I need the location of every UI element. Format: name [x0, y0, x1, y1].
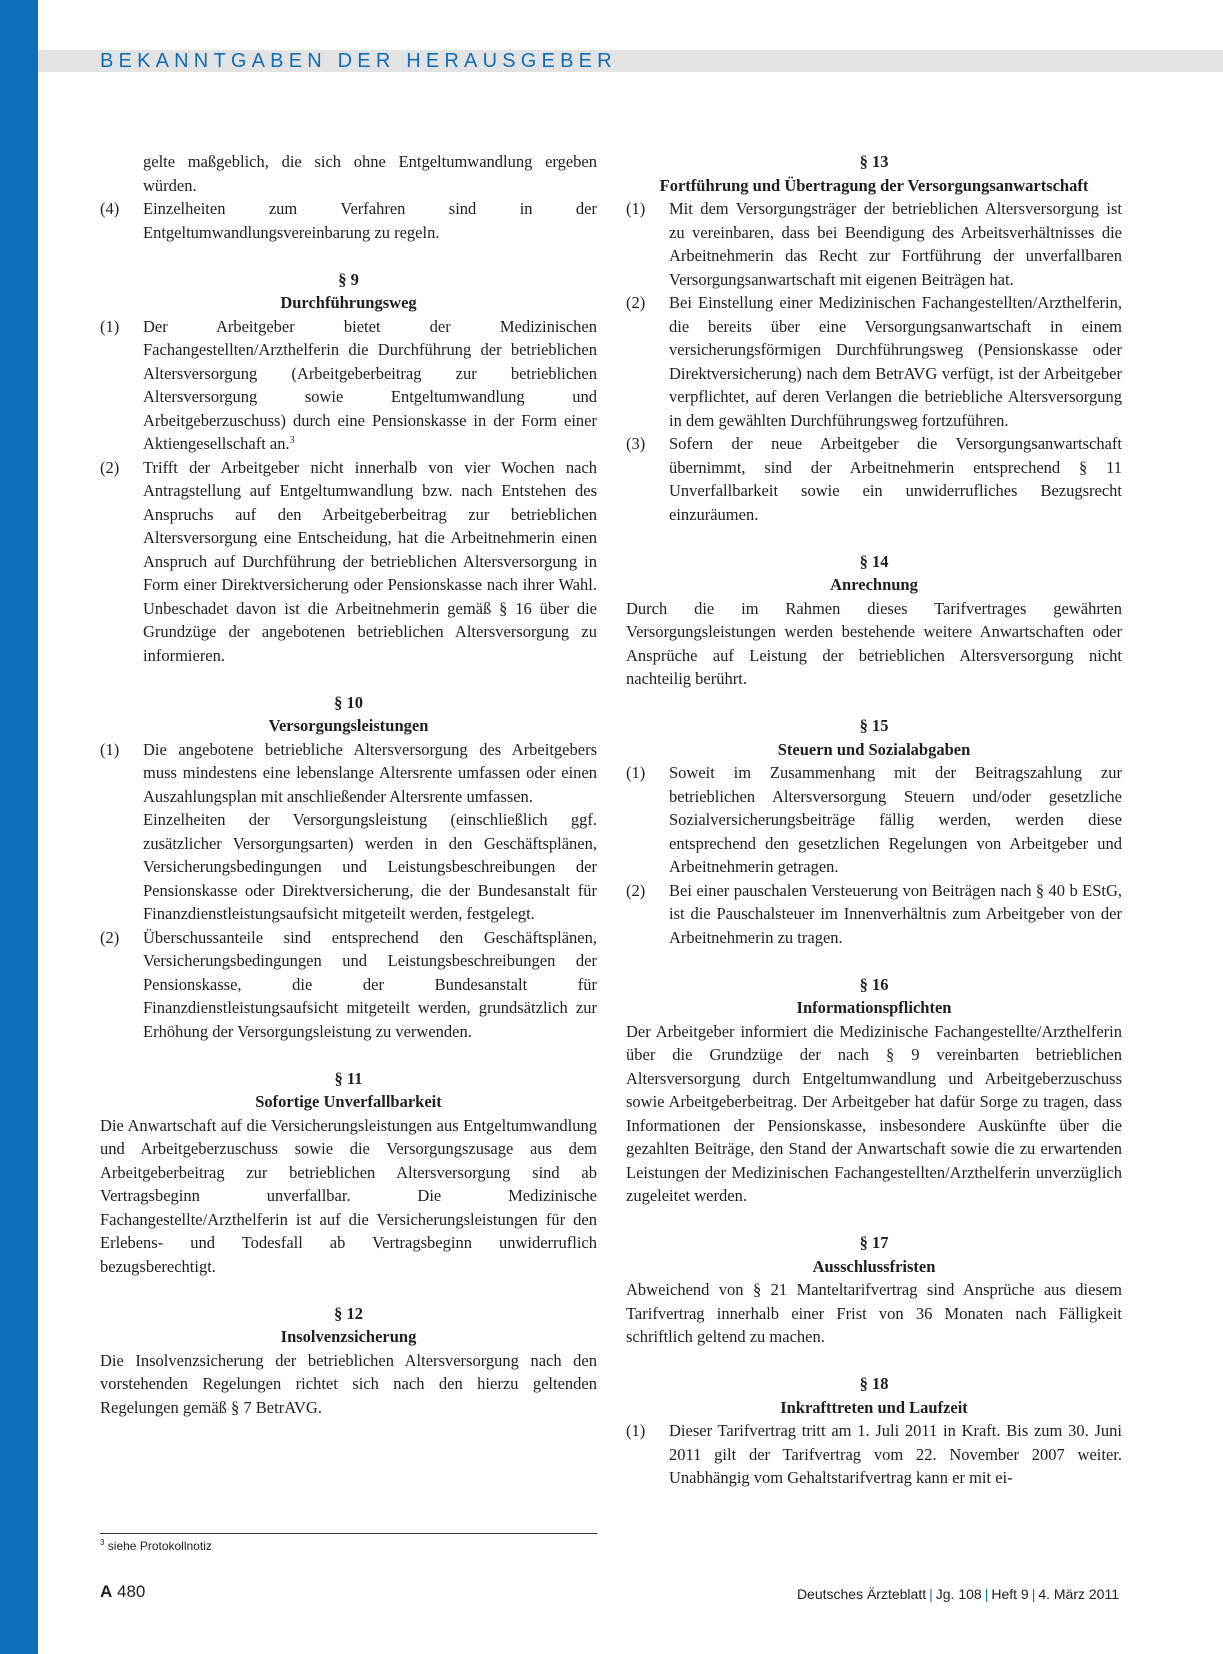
journal-issue: Heft 9 — [991, 1586, 1029, 1602]
section-17-title: Ausschlussfristen — [812, 1256, 936, 1276]
paragraph-18-1 — [626, 1419, 1122, 1490]
section-16-number: § 16 — [859, 974, 889, 994]
paragraph-text: Dieser Tarifvertrag tritt am 1. Juli 2011 in Kraft. Bis zum 30. Juni 2011 gilt der Tarifvertrag vom 22. November 2007 weiter. Unabhängig vom Gehaltstarifvertrag kann er mit ei- — [669, 1421, 1122, 1487]
footnote-reference: 3 — [289, 435, 295, 446]
paragraph-15-1 — [626, 761, 1122, 879]
page-letter: A — [100, 1582, 113, 1601]
section-12-number: § 12 — [334, 1303, 363, 1323]
section-9-title: Durchführungsweg — [280, 293, 417, 312]
paragraph-9-2 — [100, 456, 597, 668]
paragraph-10-1 — [100, 738, 597, 809]
section-18-title: Inkrafttreten und Laufzeit — [780, 1397, 968, 1417]
paragraph-13-2 — [626, 291, 1122, 432]
journal-info: Deutsches Ärzteblatt | Jg. 108 | Heft 9 | 4. März 2011 — [796, 1586, 1119, 1602]
paragraph-number: (1) — [100, 316, 120, 336]
section-17-text: Abweichend von § 21 Manteltarifvertrag sind Ansprüche aus diesem Tarifvertrag innerhalb einer Frist von 36 Monaten nach Fälligkeit schriftlich geltend zu machen. — [626, 1280, 1122, 1346]
left-column — [100, 150, 597, 1419]
section-14-title: Anrechnung — [830, 575, 918, 594]
paragraph-text: Trifft der Arbeitgeber nicht innerhalb von vier Wochen nach Antragstellung auf Entgeltumwandlung bzw. nach Entstehen des Anspruchs auf den Arbeitgeberbeitrag zur betrieblichen Altersversorgung eine Entscheidung, hat die Arbeitnehmerin einen Anspruch auf Durchführung der betrieblichen Altersversorgung in Form einer Direktversicherung oder Pensionskasse nach ihrer Wahl. Unbeschadet davon ist die Arbeitnehmerin gemäß § 16 über die Grundzüge der angebotenen betrieblichen Altersversorgung zu informieren. — [143, 457, 597, 665]
section-13-number: § 13 — [859, 152, 889, 171]
section-12-title: Insolvenzsicherung — [280, 1327, 417, 1346]
section-11-title: Sofortige Unverfallbarkeit — [255, 1092, 442, 1111]
paragraph-number: (1) — [100, 739, 120, 759]
section-16-text: Der Arbeitgeber informiert die Medizinische Fachangestellte/Arzthelferin über die Grundzüge der nach § 9 vereinbarten betrieblichen Altersversorgung durch Entgeltumwandlung und Arbeitgeberzuschuss sowie Arbeitgeberbeitrag. Der Arbeitgeber hat dafür Sorge zu tragen, dass Informationen der Pensionskasse, insbesondere Auskünfte über die gezahlten Beiträge, den Stand der Anwartschaft sowie die zu erwartenden Leistungen der Medizinischen Fachangestellten/Arzthelferin unverzüglich zugeleitet werden. — [626, 1021, 1122, 1205]
paragraph-text: Bei einer pauschalen Versteuerung von Beiträgen nach § 40 b EStG, ist die Pauschalsteuer im Innenverhältnis zum Arbeitgeber von der Arbeitnehmerin zu tragen. — [669, 880, 1122, 947]
section-15-number: § 15 — [859, 716, 889, 735]
paragraph-text: Mit dem Versorgungsträger der betrieblichen Altersversorgung ist zu vereinbaren, dass bei Beendigung des Arbeitsverhältnisses die Arbeitnehmerin das Recht zur Fortführung der unverfallbaren Versorgungsanwartschaft mit eigenen Beiträgen hat. — [669, 199, 1122, 289]
section-14-number: § 14 — [859, 551, 889, 571]
paragraph-15-2 — [626, 879, 1122, 950]
footnote — [100, 1538, 212, 1554]
footnote-text: siehe Protokollnotiz — [107, 1539, 212, 1553]
paragraph-10-1-continued: Einzelheiten der Versorgungsleistung (einschließlich ggf. zusätzlicher Versorgungsarten) werden in den Geschäftsplänen, Versicherungsbedingungen und Leistungsbeschreibungen der Pensionskasse oder Direktversicherung, die der Bundesanstalt für Finanzdienstleistungsaufsicht mitgeteilt werden, festgelegt. — [143, 810, 597, 923]
journal-name: Deutsches Ärzteblatt — [796, 1586, 927, 1602]
footnote-divider — [100, 1533, 597, 1534]
section-13-title: Fortführung und Übertragung der Versorgungsanwartschaft — [659, 175, 1089, 195]
section-10-title: Versorgungsleistungen — [268, 716, 429, 735]
paragraph-13-3 — [626, 432, 1122, 526]
paragraph-9-1 — [100, 315, 597, 456]
journal-volume: Jg. 108 — [935, 1586, 982, 1602]
section-9-number: § 9 — [338, 269, 359, 289]
paragraph-text: Der Arbeitgeber bietet der Medizinischen Fachangestellten/Arzthelferin die Durchführung der betrieblichen Altersversorgung (Arbeitgeberbeitrag zur betrieblichen Altersversorgung sowie Entgeltumwandlung und Arbeitgeberzuschuss) durch eine Pensionskasse in der Form einer Aktiengesellschaft an.$^3$ — [143, 316, 597, 453]
paragraph-number: (1) — [626, 199, 646, 218]
paragraph-text: Einzelheiten zum Verfahren sind in der Entgeltumwandlungsvereinbarung zu regeln. — [143, 199, 597, 242]
paragraph-8-4 — [100, 197, 597, 244]
paragraph-text: Soweit im Zusammenhang mit der Beitragszahlung zur betrieblichen Altersversorgung Steuern und/oder gesetzliche Sozialversicherungsbeiträge fällig werden, werden diese entsprechend den gesetzlichen Regelungen von Arbeitgeber und Arbeitnehmerin getragen. — [669, 763, 1122, 876]
paragraph-number: (3) — [626, 434, 646, 453]
section-11-text: Die Anwartschaft auf die Versicherungsleistungen aus Entgeltumwandlung und Arbeitgeberzuschuss sowie die Versorgungszusage aus dem Arbeitgeberbeitrag zur betrieblichen Altersversorgung sind ab Vertragsbeginn unverfallbar. Die Medizinische Fachangestellte/Arzthelferin ist auf die Versicherungsleistungen für den Erlebens- und Todesfall ab Vertragsbeginn unwiderruflich bezugsberechtigt. — [100, 1115, 597, 1276]
paragraph-number: (4) — [100, 199, 120, 218]
section-12-text: Die Insolvenzsicherung der betrieblichen Altersversorgung nach den vorstehenden Regelungen richtet sich nach den hierzu geltenden Regelungen gemäß § 7 BetrAVG. — [100, 1350, 597, 1417]
paragraph-text: Überschussanteile sind entsprechend den Geschäftsplänen, Versicherungsbedingungen und Leistungsbeschreibungen der Pensionskasse, die der Bundesanstalt für Finanzdienstleistungsaufsicht mitgeteilt werden, grundsätzlich zur Erhöhung der Versorgungsleistung zu verwenden. — [143, 927, 597, 1041]
side-color-bar — [0, 0, 38, 1654]
paragraph-number: (2) — [626, 880, 646, 900]
footnote-number: 3 — [100, 1538, 105, 1547]
section-10-number: § 10 — [334, 692, 363, 712]
paragraph-number: (2) — [100, 927, 120, 947]
paragraph-10-2 — [100, 926, 597, 1044]
section-11-number: § 11 — [334, 1068, 363, 1088]
section-14-text: Durch die im Rahmen dieses Tarifvertrages gewährten Versorgungsleistungen werden bestehende weitere Anwartschaften oder Ansprüche auf Leistung der betrieblichen Altersversorgung nicht nachteilig berührt. — [626, 598, 1122, 688]
page-number — [100, 1581, 145, 1603]
paragraph-text: Die angebotene betriebliche Altersversorgung des Arbeitgebers muss mindestens eine lebenslange Altersrente umfassen oder einen Auszahlungsplan mit anschließender Altersrente umfassen. — [143, 739, 597, 806]
page-number-value: 480 — [117, 1582, 146, 1601]
section-15-title: Steuern und Sozialabgaben — [777, 739, 971, 759]
section-header-title: BEKANNTGABEN DER HERAUSGEBER — [100, 50, 617, 72]
paragraph-text: Sofern der neue Arbeitgeber die Versorgungsanwartschaft übernimmt, sind der Arbeitnehmerin entsprechend § 11 Unverfallbarkeit sowie ein unwiderrufliches Bezugsrecht einzuräumen. — [669, 434, 1122, 524]
continued-paragraph: gelte maßgeblich, die sich ohne Entgeltumwandlung ergeben würden. — [143, 152, 597, 195]
section-17-number: § 17 — [859, 1233, 889, 1252]
right-column — [626, 150, 1122, 1490]
section-18-number: § 18 — [859, 1374, 889, 1393]
paragraph-number: (2) — [100, 457, 120, 477]
paragraph-number: (1) — [626, 763, 646, 782]
paragraph-number: (1) — [626, 1421, 646, 1440]
paragraph-number: (2) — [626, 293, 646, 312]
journal-date: 4. März 2011 — [1038, 1586, 1119, 1602]
section-16-title: Informationspflichten — [796, 998, 952, 1017]
paragraph-text: Bei Einstellung einer Medizinischen Fachangestellten/Arzthelferin, die bereits über eine Versorgungsanwartschaft in einem versicherungsförmigen Durchführungsweg (Pensionskasse oder Direktversicherung) nach dem BetrAVG verfügt, ist der Arbeitgeber verpflichtet, auf deren Verlangen die betriebliche Altersversorgung in dem gewählten Durchführungsweg fortzuführen. — [669, 293, 1122, 430]
paragraph-13-1 — [626, 197, 1122, 291]
